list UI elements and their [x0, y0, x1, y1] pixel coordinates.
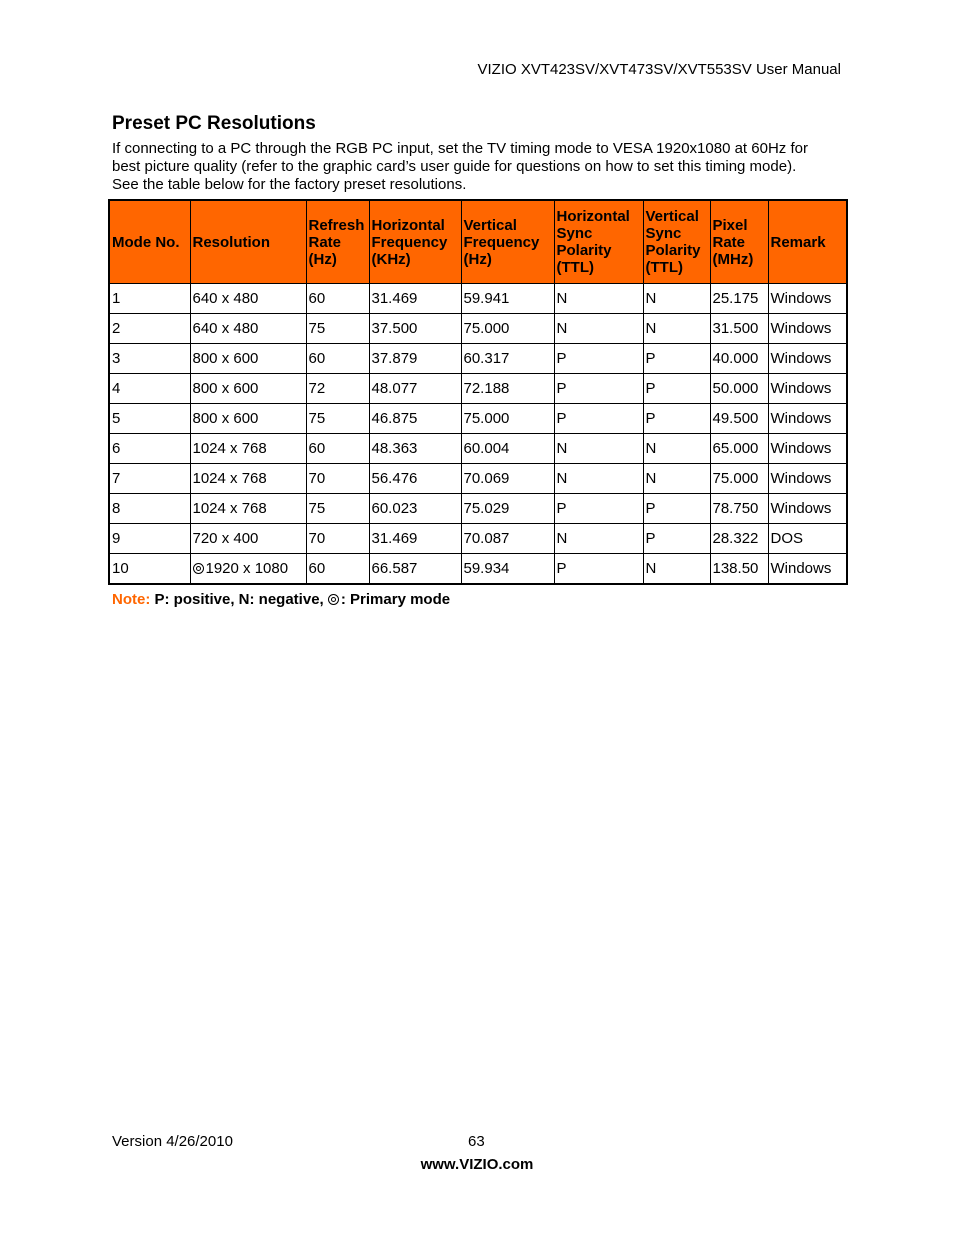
section-title: Preset PC Resolutions: [112, 113, 316, 134]
cell-value: 37.879: [371, 350, 418, 367]
table-cell: [710, 374, 768, 404]
cell-value: P: [556, 410, 567, 427]
cell-value: 46.875: [371, 410, 418, 427]
cell-value: Windows: [770, 320, 832, 337]
cell-value: N: [556, 440, 568, 457]
table-cell: [369, 314, 461, 344]
column-header-line: Vertical: [645, 208, 699, 225]
cell-value: N: [556, 290, 568, 307]
table-row: [109, 524, 847, 554]
column-header-line: Rate: [308, 233, 342, 251]
table-cell: [369, 494, 461, 524]
note-label: Note:: [112, 591, 151, 608]
table-cell: [554, 374, 643, 404]
cell-value: 25.175: [712, 290, 759, 307]
table-cell: [306, 494, 369, 524]
intro-line: If connecting to a PC through the RGB PC input, set the TV timing mode to VESA 1920x1080 at 60Hz for: [112, 140, 808, 157]
table-cell: [306, 404, 369, 434]
table-cell: [461, 434, 554, 464]
table-cell: [554, 284, 643, 314]
table-cell: [190, 464, 306, 494]
table-cell: [461, 284, 554, 314]
table-cell: [461, 554, 554, 585]
cell-value: 75: [308, 500, 326, 517]
cell-value: 1024 x 768: [192, 470, 267, 487]
cell-value: 59.934: [463, 560, 510, 577]
column-header-line: Sync: [556, 225, 593, 242]
page-number: 63: [468, 1133, 485, 1150]
table-cell: [554, 404, 643, 434]
table-cell: [643, 464, 710, 494]
table-row: [109, 314, 847, 344]
column-header-line: (Hz): [463, 250, 492, 268]
table-cell: [768, 314, 847, 344]
cell-value: Windows: [770, 380, 832, 397]
note-text: P: positive, N: negative,: [150, 591, 328, 608]
table-cell: [710, 314, 768, 344]
table-cell: [190, 554, 306, 585]
cell-value: 720 x 400: [192, 530, 259, 547]
cell-value: Windows: [770, 470, 832, 487]
table-cell: [768, 554, 847, 585]
table-cell: [306, 434, 369, 464]
cell-value: Windows: [770, 350, 832, 367]
table-cell: [190, 314, 306, 344]
column-header: [554, 200, 643, 284]
cell-value: N: [645, 470, 657, 487]
cell-value: 70.069: [463, 470, 510, 487]
cell-value: 50.000: [712, 380, 759, 397]
cell-value: Windows: [770, 500, 832, 517]
cell-value: 78.750: [712, 500, 759, 517]
cell-value: 3: [112, 350, 121, 367]
table-cell: [109, 404, 190, 434]
column-header-line: Frequency: [371, 233, 448, 251]
cell-value: 9: [112, 530, 121, 547]
cell-value: 138.50: [712, 560, 759, 577]
table-cell: [710, 554, 768, 585]
table-cell: [643, 554, 710, 585]
column-header-line: Polarity: [556, 242, 612, 259]
table-cell: [643, 284, 710, 314]
cell-value: 60.004: [463, 440, 510, 457]
table-cell: [768, 344, 847, 374]
table-cell: [710, 344, 768, 374]
cell-value: 75.000: [463, 320, 510, 337]
cell-value: 65.000: [712, 440, 759, 457]
table-cell: [306, 524, 369, 554]
note-text-primary: : Primary mode: [340, 591, 451, 608]
column-header-line: (TTL): [556, 259, 594, 276]
cell-value: N: [645, 320, 657, 337]
column-header-line: Frequency: [463, 233, 540, 251]
table-row: [109, 404, 847, 434]
column-header-line: Pixel: [712, 216, 748, 234]
column-header: [109, 200, 190, 284]
cell-value: 75: [308, 320, 326, 337]
column-header-line: Remark: [770, 233, 826, 251]
cell-value: 800 x 600: [192, 350, 259, 367]
cell-value: 75: [308, 410, 326, 427]
footer-version: Version 4/26/2010: [112, 1133, 233, 1150]
cell-value: N: [645, 440, 657, 457]
table-cell: [109, 344, 190, 374]
table-row: [109, 344, 847, 374]
table-cell: [554, 494, 643, 524]
table-cell: [643, 524, 710, 554]
table-cell: [190, 494, 306, 524]
column-header-line: Resolution: [192, 233, 270, 251]
cell-value: 56.476: [371, 470, 418, 487]
column-header-line: (MHz): [712, 250, 754, 268]
table-cell: [306, 374, 369, 404]
cell-value: 75.000: [712, 470, 759, 487]
cell-value: N: [556, 320, 568, 337]
table-cell: [190, 284, 306, 314]
cell-value: 8: [112, 500, 121, 517]
column-header-line: Horizontal: [371, 216, 445, 234]
table-cell: [461, 374, 554, 404]
table-cell: [190, 434, 306, 464]
table-cell: [109, 464, 190, 494]
table-cell: [461, 344, 554, 374]
column-header-line: Refresh: [308, 216, 365, 234]
table-cell: [643, 344, 710, 374]
cell-value: 7: [112, 470, 121, 487]
cell-value: 60.317: [463, 350, 510, 367]
table-row: [109, 374, 847, 404]
column-header-line: (TTL): [645, 259, 683, 276]
cell-value: 1920 x 1080: [205, 560, 289, 577]
table-cell: [190, 344, 306, 374]
table-cell: [710, 434, 768, 464]
cell-value: N: [645, 560, 657, 577]
table-cell: [306, 314, 369, 344]
cell-value: 75.000: [463, 410, 510, 427]
table-cell: [306, 554, 369, 585]
table-cell: [554, 314, 643, 344]
cell-value: 37.500: [371, 320, 418, 337]
intro-line: See the table below for the factory preset resolutions.: [112, 176, 467, 193]
table-cell: [461, 494, 554, 524]
table-cell: [306, 464, 369, 494]
table-cell: [554, 434, 643, 464]
table-cell: [554, 554, 643, 585]
table-cell: [768, 464, 847, 494]
table-cell: [369, 374, 461, 404]
table-row: [109, 554, 847, 585]
cell-value: 48.363: [371, 440, 418, 457]
table-cell: [710, 284, 768, 314]
cell-value: 48.077: [371, 380, 418, 397]
cell-value: 1024 x 768: [192, 500, 267, 517]
cell-value: 66.587: [371, 560, 418, 577]
cell-value: 60: [308, 560, 326, 577]
cell-value: 28.322: [712, 530, 759, 547]
column-header: [768, 200, 847, 284]
column-header-line: (Hz): [308, 250, 337, 268]
cell-value: P: [645, 380, 656, 397]
cell-value: 640 x 480: [192, 320, 259, 337]
table-cell: [369, 344, 461, 374]
intro-line: best picture quality (refer to the graphic card’s user guide for questions on how to set this timing mode).: [112, 158, 797, 175]
double-circle-icon: [193, 563, 204, 574]
cell-value: Windows: [770, 440, 832, 457]
table-cell: [768, 434, 847, 464]
table-cell: [768, 284, 847, 314]
table-cell: [369, 434, 461, 464]
table-row: [109, 284, 847, 314]
table-cell: [369, 404, 461, 434]
cell-value: 70: [308, 470, 326, 487]
table-cell: [306, 344, 369, 374]
table-cell: [461, 524, 554, 554]
cell-value: 4: [112, 380, 121, 397]
table-cell: [643, 494, 710, 524]
column-header: [369, 200, 461, 284]
cell-value: DOS: [770, 530, 804, 547]
column-header-line: Sync: [645, 225, 682, 242]
table-cell: [554, 524, 643, 554]
table-cell: [109, 374, 190, 404]
column-header-line: Rate: [712, 233, 746, 251]
table-cell: [109, 434, 190, 464]
table-cell: [190, 374, 306, 404]
cell-value: 31.500: [712, 320, 759, 337]
column-header-line: (KHz): [371, 250, 411, 268]
cell-value: N: [556, 470, 568, 487]
table-cell: [643, 374, 710, 404]
cell-value: N: [556, 530, 568, 547]
table-cell: [461, 314, 554, 344]
cell-value: 60.023: [371, 500, 418, 517]
cell-value: 800 x 600: [192, 380, 259, 397]
cell-value: 800 x 600: [192, 410, 259, 427]
table-cell: [768, 494, 847, 524]
table-cell: [109, 524, 190, 554]
table-cell: [109, 314, 190, 344]
table-cell: [710, 464, 768, 494]
cell-value: P: [645, 530, 656, 547]
table-cell: [369, 284, 461, 314]
table-cell: [109, 494, 190, 524]
table-cell: [768, 374, 847, 404]
cell-value: 60: [308, 290, 326, 307]
table-row: [109, 434, 847, 464]
table-cell: [710, 404, 768, 434]
cell-value: 60: [308, 440, 326, 457]
table-cell: [768, 404, 847, 434]
cell-value: 40.000: [712, 350, 759, 367]
cell-value: 70.087: [463, 530, 510, 547]
table-header-row: [109, 200, 847, 284]
column-header-line: Polarity: [645, 242, 701, 259]
table-cell: [306, 284, 369, 314]
table-cell: [369, 524, 461, 554]
cell-value: Windows: [770, 410, 832, 427]
cell-value: 31.469: [371, 530, 418, 547]
cell-value: 70: [308, 530, 326, 547]
table-note: [112, 591, 450, 608]
cell-value: P: [645, 410, 656, 427]
footer-url: www.VIZIO.com: [420, 1156, 534, 1173]
cell-value: 2: [112, 320, 121, 337]
table-cell: [190, 404, 306, 434]
table-row: [109, 494, 847, 524]
cell-value: P: [556, 500, 567, 517]
table-cell: [643, 314, 710, 344]
cell-value: 72.188: [463, 380, 510, 397]
cell-value: 75.029: [463, 500, 510, 517]
cell-value: 59.941: [463, 290, 510, 307]
column-header: [461, 200, 554, 284]
cell-value: Windows: [770, 290, 832, 307]
cell-value: 31.469: [371, 290, 418, 307]
intro-paragraph: [112, 140, 847, 194]
cell-value: 1: [112, 290, 121, 307]
table-cell: [461, 464, 554, 494]
preset-resolutions-table: [108, 199, 848, 585]
cell-value: Windows: [770, 560, 832, 577]
table-cell: [710, 524, 768, 554]
table-cell: [554, 464, 643, 494]
cell-value: 640 x 480: [192, 290, 259, 307]
column-header-line: Vertical: [463, 216, 517, 234]
table-cell: [190, 524, 306, 554]
cell-value: 6: [112, 440, 121, 457]
cell-value: 60: [308, 350, 326, 367]
cell-value: P: [645, 350, 656, 367]
cell-value: P: [556, 350, 567, 367]
manual-header: VIZIO XVT423SV/XVT473SV/XVT553SV User Manual: [477, 61, 841, 78]
table-cell: [109, 284, 190, 314]
cell-value: P: [556, 380, 567, 397]
table-cell: [109, 554, 190, 585]
cell-value: 10: [112, 560, 129, 577]
column-header: [190, 200, 306, 284]
column-header: [710, 200, 768, 284]
cell-value: 49.500: [712, 410, 759, 427]
cell-value: 1024 x 768: [192, 440, 267, 457]
column-header-line: Mode No.: [112, 233, 180, 251]
cell-value: P: [645, 500, 656, 517]
table-cell: [643, 434, 710, 464]
table-row: [109, 464, 847, 494]
table-cell: [369, 554, 461, 585]
cell-value: 72: [308, 380, 326, 397]
table-cell: [710, 494, 768, 524]
double-circle-icon: [328, 594, 339, 605]
table-cell: [643, 404, 710, 434]
table-cell: [554, 344, 643, 374]
table-cell: [768, 524, 847, 554]
table-cell: [461, 404, 554, 434]
column-header: [643, 200, 710, 284]
cell-value: 5: [112, 410, 121, 427]
table-cell: [369, 464, 461, 494]
column-header-line: Horizontal: [556, 208, 630, 225]
cell-value: P: [556, 560, 567, 577]
column-header: [306, 200, 369, 284]
cell-value: N: [645, 290, 657, 307]
